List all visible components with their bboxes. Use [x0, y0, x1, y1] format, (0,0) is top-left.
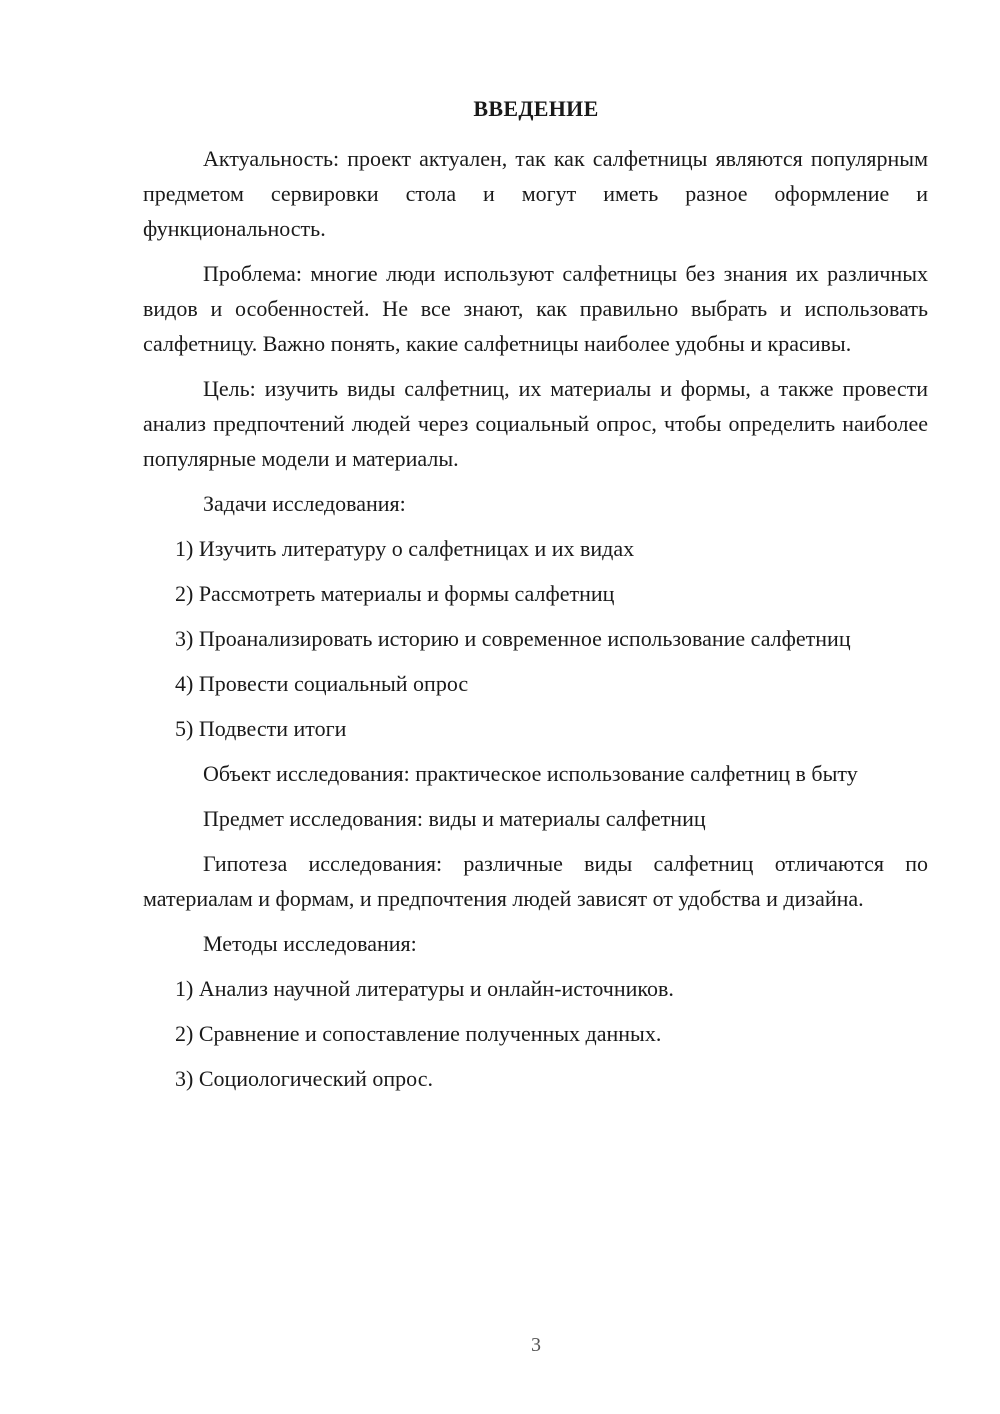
task-item: 2) Рассмотреть материалы и формы салфетниц: [175, 581, 615, 606]
method-item: 1) Анализ научной литературы и онлайн-источников.: [175, 976, 674, 1001]
method-item: 3) Социологический опрос.: [175, 1066, 433, 1091]
task-item: 4) Провести социальный опрос: [175, 671, 469, 696]
goal-paragraph: Цель: изучить виды салфетниц, их материалы и формы, а также провести анализ предпочтений людей через социальный опрос, чтобы определить наиболее популярные модели и материалы.: [143, 376, 928, 471]
task-item: 1) Изучить литературу о салфетницах и их видах: [175, 536, 635, 561]
method-item: 2) Сравнение и сопоставление полученных данных.: [175, 1021, 662, 1046]
methods-heading: Методы исследования:: [203, 931, 417, 956]
object-paragraph: Объект исследования: практическое использование салфетниц в быту: [203, 761, 858, 786]
problem-paragraph: Проблема: многие люди используют салфетницы без знания их различных видов и особенностей. Не все знают, как правильно выбрать и использовать салфетницу. Важно понять, какие салфетницы наиболее удобны и красивы.: [143, 261, 928, 356]
relevance-paragraph: Актуальность: проект актуален, так как салфетницы являются популярным предметом сервировки стола и могут иметь разное оформление и функциональность.: [143, 146, 928, 241]
task-item: 5) Подвести итоги: [175, 716, 347, 741]
tasks-heading: Задачи исследования:: [203, 491, 406, 516]
page-number: 3: [531, 1334, 541, 1356]
hypothesis-paragraph: Гипотеза исследования: различные виды салфетниц отличаются по материалам и формам, и предпочтения людей зависят от удобства и дизайна.: [143, 851, 928, 911]
task-item: 3) Проанализировать историю и современное использование салфетниц: [175, 626, 851, 651]
document-body: [143, 141, 928, 1106]
subject-paragraph: Предмет исследования: виды и материалы салфетниц: [203, 806, 706, 831]
section-title: ВВЕДЕНИЕ: [473, 96, 599, 121]
